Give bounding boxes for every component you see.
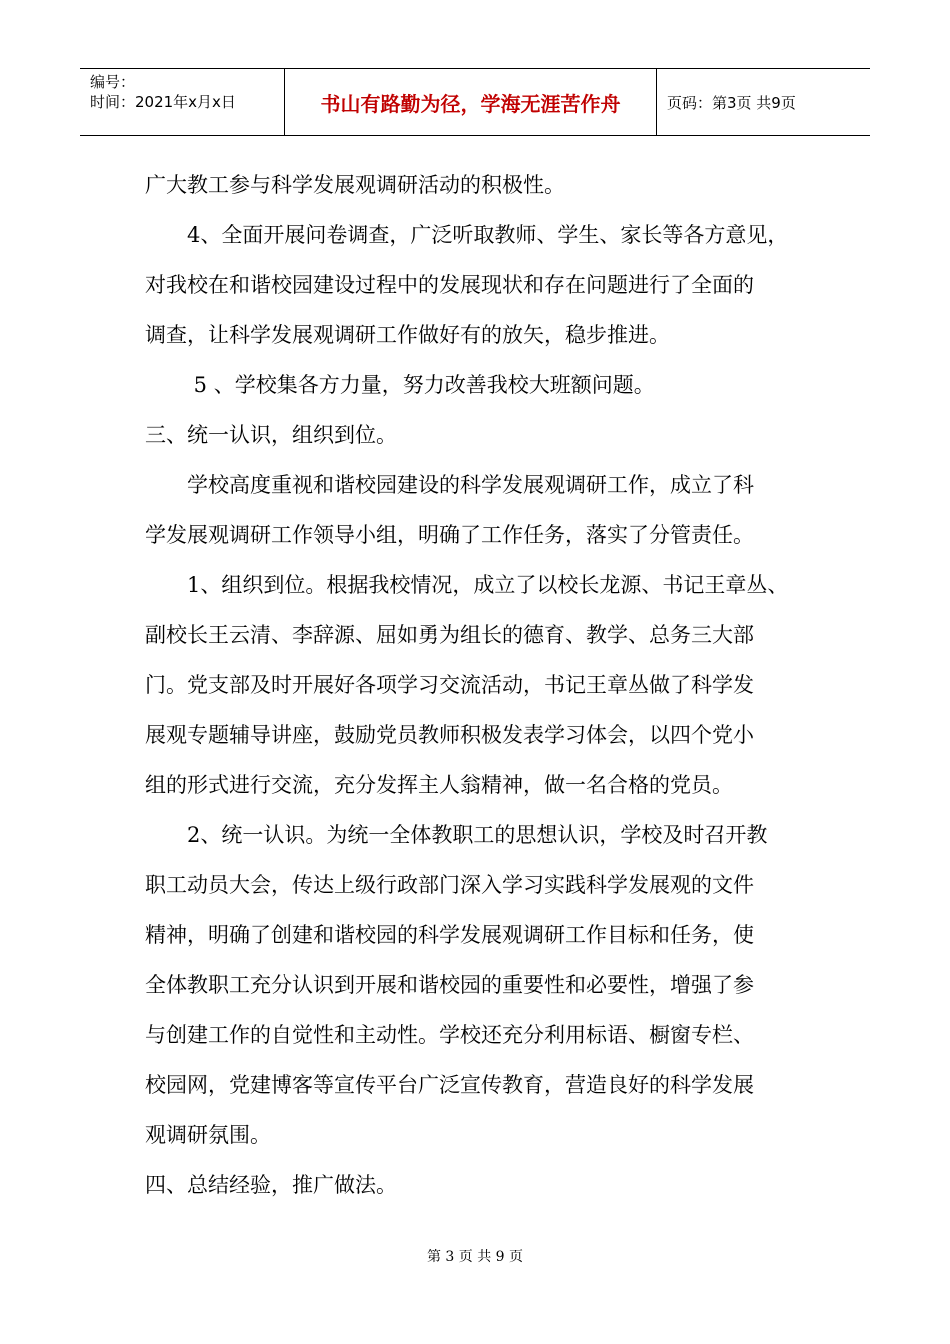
document-date-label: 时间：2021年x月x日 — [90, 93, 236, 111]
header-motto: 书山有路勤为径，学海无涯苦作舟 — [284, 69, 657, 135]
body-line: 对我校在和谐校园建设过程中的发展现状和存在问题进行了全面的 — [145, 273, 754, 297]
header-meta — [80, 69, 284, 135]
body-line: 全体教职工充分认识到开展和谐校园的重要性和必要性，增强了参 — [145, 973, 754, 997]
document-body — [145, 160, 825, 1210]
body-line: 组的形式进行交流，充分发挥主人翁精神，做一名合格的党员。 — [145, 773, 733, 797]
section-heading: 三、统一认识，组织到位。 — [145, 423, 397, 447]
body-line: 学校高度重视和谐校园建设的科学发展观调研工作，成立了科 — [187, 473, 754, 497]
body-line: 调查，让科学发展观调研工作做好有的放矢，稳步推进。 — [145, 323, 670, 347]
header-page-number: 页码：第3页 共9页 — [667, 93, 796, 112]
body-line: 4、全面开展问卷调查，广泛听取教师、学生、家长等各方意见， — [187, 223, 789, 247]
body-line: 校园网，党建博客等宣传平台广泛宣传教育，营造良好的科学发展 — [145, 1073, 754, 1097]
body-line: 与创建工作的自觉性和主动性。学校还充分利用标语、橱窗专栏、 — [145, 1023, 754, 1047]
body-line: 展观专题辅导讲座，鼓励党员教师积极发表学习体会，以四个党小 — [145, 723, 754, 747]
body-line: 2、统一认识。为统一全体教职工的思想认识，学校及时召开教 — [187, 823, 768, 847]
page-footer — [0, 1246, 950, 1266]
section-heading: 四、总结经验，推广做法。 — [145, 1173, 397, 1197]
document-number-label: 编号： — [90, 73, 136, 91]
footer-page-number: 第 3 页 共 9 页 — [426, 1249, 524, 1265]
body-line: 广大教工参与科学发展观调研活动的积极性。 — [145, 173, 565, 197]
body-line: 门。党支部及时开展好各项学习交流活动，书记王章丛做了科学发 — [145, 673, 754, 697]
body-line: 职工动员大会，传达上级行政部门深入学习实践科学发展观的文件 — [145, 873, 754, 897]
body-line: 5 、学校集各方力量，努力改善我校大班额问题。 — [187, 373, 655, 397]
page-header — [80, 68, 870, 136]
body-line: 观调研氛围。 — [145, 1123, 271, 1147]
body-line: 1、组织到位。根据我校情况，成立了以校长龙源、书记王章丛、 — [187, 573, 789, 597]
body-line: 学发展观调研工作领导小组，明确了工作任务，落实了分管责任。 — [145, 523, 754, 547]
body-line: 副校长王云清、李辞源、屈如勇为组长的德育、教学、总务三大部 — [145, 623, 754, 647]
body-line: 精神，明确了创建和谐校园的科学发展观调研工作目标和任务，使 — [145, 923, 754, 947]
